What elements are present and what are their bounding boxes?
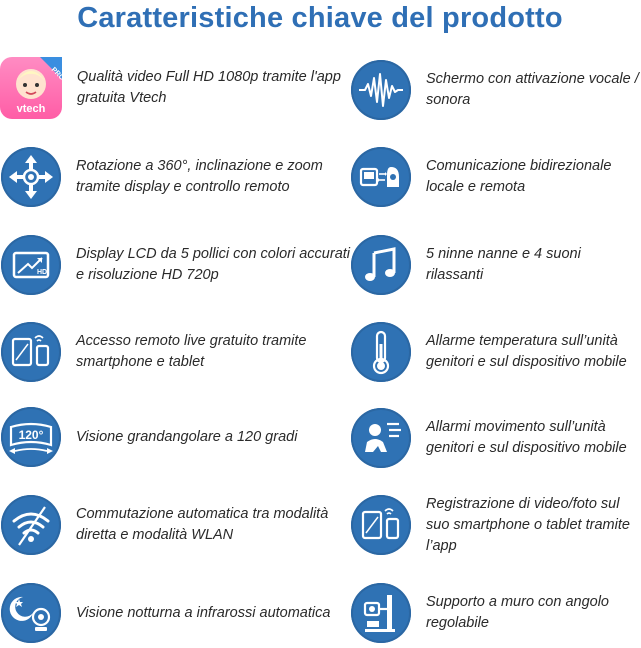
page-title: Caratteristiche chiave del prodotto	[77, 2, 563, 34]
hd-label: HD	[36, 269, 48, 276]
music-note-icon	[351, 235, 411, 295]
vtech-app-icon	[0, 57, 66, 119]
wide-angle-120-icon	[1, 407, 61, 467]
feature-text: 5 ninne nanne e 4 suoni rilassanti	[426, 246, 581, 283]
feature-full-hd-app	[0, 53, 357, 123]
feature-video-recording	[351, 490, 641, 560]
feature-wlan-switch	[1, 490, 356, 560]
feature-text: Commutazione automatica tra modalità diretta e modalità WLAN	[76, 506, 329, 543]
feature-text: Supporto a muro con angolo regolabile	[426, 594, 609, 631]
feature-motion-alarm	[351, 403, 641, 473]
pro-badge: PRO	[49, 66, 66, 82]
feature-two-way-talk	[351, 142, 641, 212]
wifi-switch-icon	[1, 495, 61, 555]
feature-text: Rotazione a 360°, inclinazione e zoom tramite display e controllo remoto	[76, 158, 323, 195]
feature-text: Visione notturna a infrarossi automatica	[76, 604, 331, 621]
night-vision-icon	[1, 583, 61, 643]
hd-display-icon	[1, 235, 61, 295]
feature-text: Qualità video Full HD 1080p tramite l'app gratuita Vtech	[77, 69, 341, 106]
feature-remote-access	[1, 317, 356, 387]
feature-text: Comunicazione bidirezionale locale e remota	[426, 158, 612, 195]
angle-label: 120°	[18, 428, 44, 442]
vtech-brand-label: vtech	[16, 103, 46, 115]
feature-lullabies	[351, 230, 641, 300]
sound-wave-icon	[351, 60, 411, 120]
feature-text: Display LCD da 5 pollici con colori accurati e risoluzione HD 720p	[76, 246, 351, 283]
motion-alarm-icon	[351, 408, 411, 468]
feature-wide-angle	[1, 402, 356, 472]
feature-night-vision	[1, 578, 356, 648]
feature-voice-activation	[351, 55, 641, 125]
feature-text: Visione grandangolare a 120 gradi	[76, 428, 298, 445]
feature-pan-tilt-zoom	[1, 142, 356, 212]
remote-access-icon	[1, 322, 61, 382]
feature-temperature-alarm	[351, 317, 641, 387]
feature-text: Allarme temperatura sull’unità genitori e sul dispositivo mobile	[426, 333, 627, 370]
feature-text: Registrazione di video/foto sul suo smartphone o tablet tramite l’app	[426, 495, 630, 554]
video-record-icon	[351, 495, 411, 555]
feature-text: Accesso remoto live gratuito tramite smartphone e tablet	[76, 333, 307, 370]
feature-lcd-display	[1, 230, 356, 300]
feature-text: Schermo con attivazione vocale / sonora	[426, 71, 639, 108]
thermometer-icon	[351, 322, 411, 382]
wall-mount-icon	[351, 583, 411, 643]
feature-wall-mount	[351, 578, 641, 648]
two-way-talk-icon	[351, 147, 411, 207]
feature-text: Allarmi movimento sull’unità genitori e sul dispositivo mobile	[426, 419, 627, 456]
pan-tilt-zoom-icon	[1, 147, 61, 207]
